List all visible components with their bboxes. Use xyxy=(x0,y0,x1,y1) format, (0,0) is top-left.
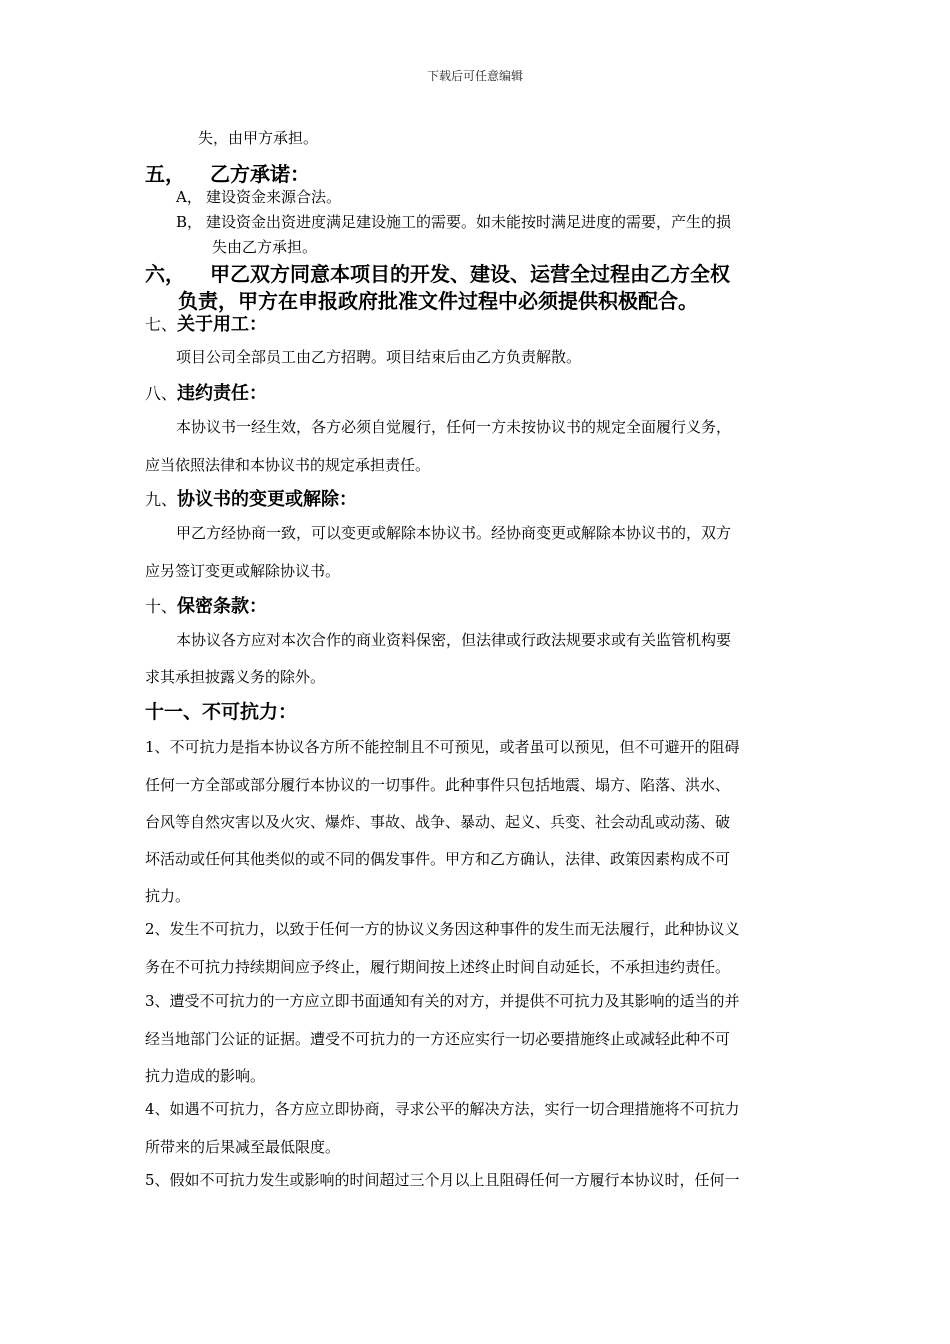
paragraph: 本协议各方应对本次合作的商业资料保密，但法律或行政法规要求或有关监管机构要 xyxy=(176,631,732,649)
section-8-heading xyxy=(145,379,810,405)
clause-5-line: 5、假如不可抗力发生或影响的时间超过三个月以上且阻碍任何一方履行本协议时，任何一 xyxy=(145,1171,740,1189)
section-6-heading xyxy=(145,258,810,287)
clause-3-line: 经当地部门公证的证据。遭受不可抗力的一方还应实行一切必要措施终止或减轻此种不可 xyxy=(145,1030,731,1048)
clause-4-line: 所带来的后果减至最低限度。 xyxy=(145,1138,341,1156)
clause-4-line: 4、如遇不可抗力，各方应立即协商，寻求公平的解决方法，实行一切合理措施将不可抗力 xyxy=(145,1100,740,1118)
paragraph-cont: 应当依照法律和本协议书的规定承担责任。 xyxy=(145,456,431,474)
page-header: 下载后可任意编辑 xyxy=(426,69,523,83)
paragraph: 项目公司全部员工由乙方招聘。项目结束后由乙方负责解散。 xyxy=(176,348,582,366)
list-item-continuation: 失由乙方承担。 xyxy=(212,238,318,256)
section-9-heading xyxy=(145,485,810,511)
section-5-heading xyxy=(145,158,810,187)
paragraph-cont: 应另签订变更或解除协议书。 xyxy=(145,562,341,580)
list-item xyxy=(176,211,841,232)
clause-1-line: 坏活动或任何其他类似的或不同的偶发事件。甲方和乙方确认，法律、政策因素构成不可 xyxy=(145,850,731,868)
section-11-heading: 十一、不可抗力： xyxy=(145,701,298,723)
section-number: 十、 xyxy=(145,597,178,616)
paragraph-cont: 求其承担披露义务的除外。 xyxy=(145,668,326,686)
list-item xyxy=(176,186,841,207)
clause-1-line: 台风等自然灾害以及火灾、爆炸、事故、战争、暴动、起义、兵变、社会动乱或动荡、破 xyxy=(145,813,731,831)
clause-3-line: 3、遭受不可抗力的一方应立即书面通知有关的对方，并提供不可抗力及其影响的适当的并 xyxy=(145,992,740,1010)
section-title: 乙方承诺： xyxy=(210,162,310,186)
clause-2-line: 务在不可抗力持续期间应予终止，履行期间按上述终止时间自动延长，不承担违约责任。 xyxy=(145,958,731,976)
section-7-heading xyxy=(145,310,810,336)
section-6-heading-cont: 负责，甲方在申报政府批准文件过程中必须提供积极配合。 xyxy=(178,289,698,313)
clause-2-line: 2、发生不可抗力，以致于任何一方的协议义务因这种事件的发生而无法履行，此种协议义 xyxy=(145,920,740,938)
clause-3-line: 抗力造成的影响。 xyxy=(145,1067,266,1085)
section-text: 甲乙双方同意本项目的开发、建设、运营全过程由乙方全权 xyxy=(210,262,730,286)
section-number: 七、 xyxy=(145,315,178,334)
list-text: 建设资金出资进度满足建设施工的需要。如未能按时满足进度的需要，产生的损 xyxy=(206,213,732,231)
section-number: 八、 xyxy=(145,384,178,403)
section-10-heading xyxy=(145,592,810,618)
section-title: 保密条款： xyxy=(177,596,268,617)
paragraph: 甲乙方经协商一致，可以变更或解除本协议书。经协商变更或解除本协议书的，双方 xyxy=(176,524,732,542)
list-marker: A， xyxy=(176,188,202,206)
section-number: 九、 xyxy=(145,490,178,509)
section-title: 协议书的变更或解除： xyxy=(177,489,358,510)
list-text: 建设资金来源合法。 xyxy=(206,188,342,206)
paragraph: 本协议书一经生效，各方必须自觉履行，任何一方未按协议书的规定全面履行义务， xyxy=(176,418,732,436)
section-number: 六， xyxy=(145,262,185,286)
clause-1-line: 1、不可抗力是指本协议各方所不能控制且不可预见，或者虽可以预见，但不可避开的阻碍 xyxy=(145,738,740,756)
section-number: 五， xyxy=(145,162,185,186)
section-title: 关于用工： xyxy=(177,314,268,335)
clause-1-line: 抗力。 xyxy=(145,887,191,905)
clause-1-line: 任何一方全部或部分履行本协议的一切事件。此种事件只包括地震、塌方、陷落、洪水、 xyxy=(145,776,731,794)
section-title: 违约责任： xyxy=(177,383,268,404)
continuation-line: 失，由甲方承担。 xyxy=(198,129,319,147)
list-marker: B， xyxy=(176,213,203,231)
